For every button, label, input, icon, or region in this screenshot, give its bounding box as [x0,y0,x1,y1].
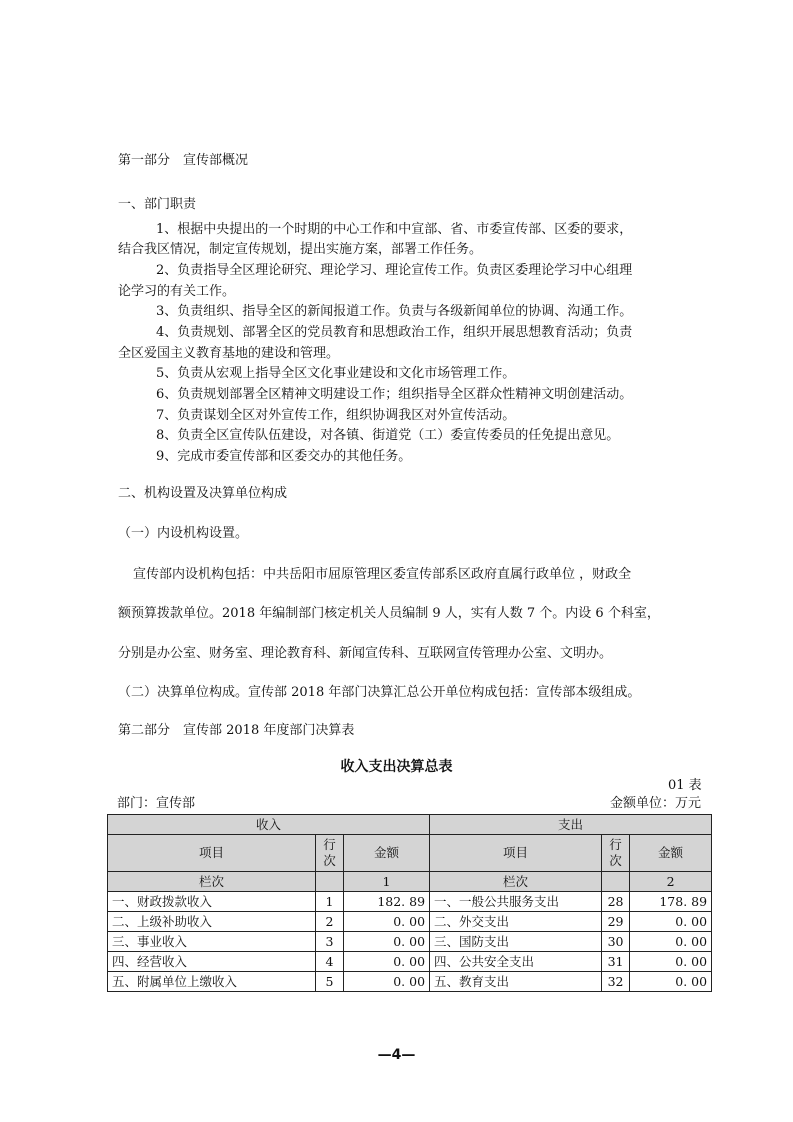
expense-row-no: 28 [602,892,630,912]
duty-line: 论学习的有关工作。 [118,284,236,299]
income-expense-table [107,814,712,992]
expense-amount: 178. 89 [630,892,712,912]
duty-line: 7、负责谋划全区对外宣传工作，组织协调我区对外宣传活动。 [156,408,516,423]
subsection1-title: （一）内设机构设置。 [118,526,249,541]
expense-lanci-label: 栏次 [430,872,602,892]
income-amount: 182. 89 [344,892,430,912]
income-row-no: 1 [316,892,344,912]
income-row-no: 4 [316,952,344,972]
income-amount: 0. 00 [344,972,430,992]
expense-item-header: 项目 [430,835,602,872]
expense-header: 支出 [430,815,712,835]
duty-line: 4、负责规划、部署全区的党员教育和思想政治工作，组织开展思想教育活动；负责 [156,325,633,340]
income-lanci-label: 栏次 [108,872,316,892]
org-line: 分别是办公室、财务室、理论教育科、新闻宣传科、互联网宣传管理办公室、文明办。 [118,646,613,661]
expense-row-no: 29 [602,912,630,932]
org-line: 额预算拨款单位。2018 年编制部门核定机关人员编制 9 人，实有人数 7 个。内设 6 个科室， [118,606,660,621]
income-amount: 0. 00 [344,952,430,972]
income-item: 二、上级补助收入 [108,912,316,932]
income-row-header: 行 次 [316,835,344,872]
duty-line: 2、负责指导全区理论研究、理论学习、理论宣传工作。负责区委理论学习中心组理 [156,263,633,278]
duty-line: 1、根据中央提出的一个时期的中心工作和中宣部、省、市委宣传部、区委的要求， [156,222,633,237]
part1-title: 第一部分 宣传部概况 [118,153,249,168]
table-department: 部门：宣传部 [117,796,196,811]
expense-amount: 0. 00 [630,952,712,972]
org-line: 宣传部内设机构包括：中共岳阳市屈原管理区委宣传部系区政府直属行政单位 ，财政全 [133,567,632,582]
subsection2-text: （二）决算单位构成。宣传部 2018 年部门决算汇总公开单位构成包括：宣传部本级组成。 [118,685,641,700]
expense-amount-header: 金额 [630,835,712,872]
table-row [108,892,712,912]
income-col-number: 1 [344,872,430,892]
income-item: 三、事业收入 [108,932,316,952]
duty-line: 全区爱国主义教育基地的建设和管理。 [118,346,340,361]
income-row-no: 5 [316,972,344,992]
income-item: 四、经营收入 [108,952,316,972]
expense-item: 三、国防支出 [430,932,602,952]
table-title: 收入支出决算总表 [340,759,453,775]
income-amount-header: 金额 [344,835,430,872]
section1-title: 一、部门职责 [118,197,197,212]
expense-col-number: 2 [630,872,712,892]
duty-line: 结合我区情况，制定宣传规划，提出实施方案，部署工作任务。 [118,242,483,257]
part2-title: 第二部分 宣传部 2018 年度部门决算表 [118,723,355,738]
table-code: 01 表 [668,778,702,793]
expense-amount: 0. 00 [630,932,712,952]
income-amount: 0. 00 [344,932,430,952]
duty-line: 9、完成市委宣传部和区委交办的其他任务。 [156,449,412,464]
expense-amount: 0. 00 [630,912,712,932]
expense-row-header: 行 次 [602,835,630,872]
expense-row-no: 30 [602,932,630,952]
duty-line: 3、负责组织、指导全区的新闻报道工作。负责与各级新闻单位的协调、沟通工作。 [156,304,633,319]
table-row [108,932,712,952]
expense-item: 一、一般公共服务支出 [430,892,602,912]
table-unit: 金额单位：万元 [610,796,702,811]
section2-title: 二、机构设置及决算单位构成 [118,486,288,501]
expense-amount: 0. 00 [630,972,712,992]
income-item-header: 项目 [108,835,316,872]
duty-line: 5、负责从宏观上指导全区文化事业建设和文化市场管理工作。 [156,366,516,381]
income-item: 五、附属单位上缴收入 [108,972,316,992]
expense-item: 四、公共安全支出 [430,952,602,972]
income-header: 收入 [108,815,430,835]
expense-lanci-blank [602,872,630,892]
page-number: —4— [377,1047,416,1063]
duty-line: 8、负责全区宣传队伍建设，对各镇、街道党（工）委宣传委员的任免提出意见。 [156,428,620,443]
expense-row-no: 31 [602,952,630,972]
table-row [108,972,712,992]
income-row-no: 3 [316,932,344,952]
expense-item: 二、外交支出 [430,912,602,932]
income-lanci-blank [316,872,344,892]
income-amount: 0. 00 [344,912,430,932]
expense-item: 五、教育支出 [430,972,602,992]
duty-line: 6、负责规划部署全区精神文明建设工作；组织指导全区群众性精神文明创建活动。 [156,387,633,402]
table-row [108,912,712,932]
expense-row-no: 32 [602,972,630,992]
income-item: 一、财政拨款收入 [108,892,316,912]
table-row [108,952,712,972]
income-row-no: 2 [316,912,344,932]
